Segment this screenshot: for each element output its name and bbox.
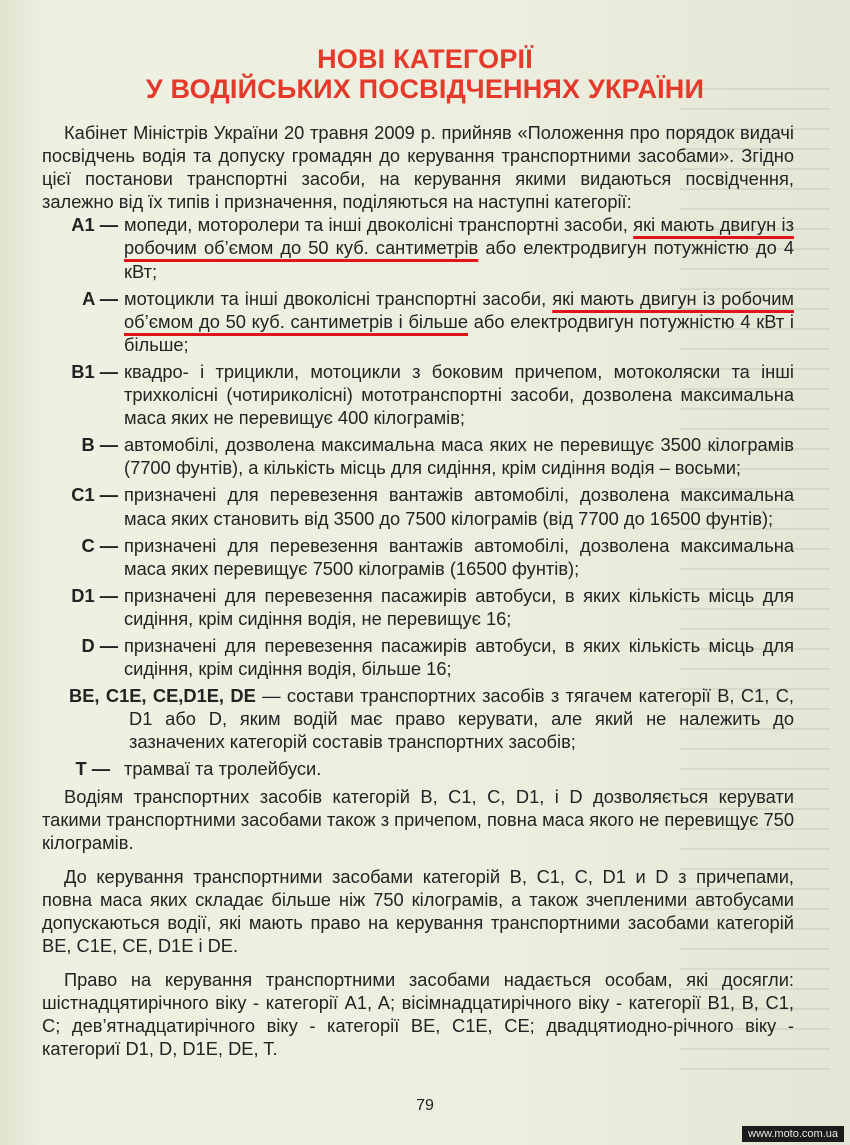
category-code: D1 —: [71, 584, 118, 606]
category-code: BE, C1E, CE,D1E, DE: [69, 685, 256, 707]
category-item: [42, 757, 794, 780]
category-description: [118, 213, 794, 282]
category-description: призначені для перевезення пасажирів автобуси, в яких кількість місць для сидіння, крім сидіння водія, більше 16;: [124, 634, 794, 680]
category-description: призначені для перевезення вантажів автомобілі, дозволена максимальна маса яких становить від 3500 до 7500 кілограмів (від 7700 до 16500 фунтів);: [124, 484, 794, 529]
category-code: D —: [81, 634, 118, 656]
category-item: [42, 287, 794, 356]
category-code: A —: [82, 287, 118, 309]
highlighted-text: які мають двигун із робочим об’ємом до 50 куб. сантиметрів і більше: [124, 287, 794, 332]
category-list: [42, 213, 794, 780]
title-line-2: У ВОДІЙСЬКИХ ПОСВІДЧЕННЯХ УКРАЇНИ: [145, 74, 705, 104]
heavy-trailer-paragraph: До керування транспортними засобами категорій B, C1, C, D1 и D з причепами, повна маса яких складає більше ніж 750 кілограмів, а також зчепленими автобусами допускаються водії, які мають право на керування транспортними засобами категорій BE, C1E, CE, D1E і DE.: [42, 865, 794, 957]
category-description: призначені для перевезення вантажів автомобілі, дозволена максимальна маса яких перевищує 7500 кілограмів (16500 фунтів);: [124, 534, 794, 579]
category-item: [42, 433, 794, 479]
combined-categories-text: [42, 684, 794, 753]
combined-categories-item: [42, 684, 794, 753]
category-item: [42, 584, 794, 630]
intro-paragraph: Кабінет Міністрів України 20 травня 2009 р. прийняв «Положення про порядок видачі посвідчень водія та допуску громадян до керування транспортними засобами». Згідно цієї постанови транспортні засоби, на керування якими видаються посвідчення, залежно від їх типів і призначення, поділяються на наступні категорії:: [42, 122, 794, 213]
category-item: [42, 360, 794, 429]
category-code: A1 —: [71, 214, 118, 236]
age-requirements-paragraph: Право на керування транспортними засобами надається особам, які досягли: шістнадцятирічного віку - категорії A1, A; вісімнадцатирічного віку - категорії B1, B, C1, C; дев’ятнадцатирічного віку - категорії BE, C1E, CE; двадцятиодно-річного віку - категориї D1, D, D1E, DE, T.: [42, 969, 794, 1060]
category-description: [118, 287, 794, 356]
title-line-1: НОВІ КАТЕГОРІЇ: [317, 44, 533, 74]
category-text: мопеди, моторолери та інші двоколісні транспортні засоби,: [124, 214, 634, 236]
category-description: квадро- і трицикли, мотоцикли з боковим причепом, мотоколяски та інші трихколісні (чотириколісні) мототранспортні засоби, дозволена максимальна маса яких не перевищує 400 кілограмів;: [124, 360, 794, 429]
category-item: [42, 634, 794, 680]
category-item: [42, 483, 794, 529]
category-text: або електродвигун потужністю до 4 кВт;: [124, 237, 794, 282]
page-title: [0, 44, 850, 104]
category-code: B —: [81, 434, 118, 456]
category-text: мотоцикли та інші двоколісні транспортні засоби,: [124, 287, 553, 309]
category-description: автомобілі, дозволена максимальна маса яких не перевищує 3500 кілограмів (7700 фунтів), а кількість місць для сидіння, крім сидіння водія – восьми;: [124, 434, 794, 479]
category-code: T —: [75, 758, 110, 780]
category-description: призначені для перевезення пасажирів автобуси, в яких кількість місць для сидіння, крім сидіння водія, не перевищує 16;: [124, 584, 794, 629]
category-text: або електродвигун потужністю 4 кВт і більше;: [124, 310, 794, 355]
category-code: C —: [81, 534, 118, 556]
category-description: трамваї та тролейбуси.: [124, 758, 322, 780]
category-description: — состави транспортних засобів з тягачем категорії B, C1, C, D1 або D, яким водій має право керувати, але який не належить до зазначених категорій составів транспортних засобів;: [129, 685, 795, 753]
category-code: B1 —: [71, 360, 118, 382]
category-code: C1 —: [71, 484, 118, 506]
trailer-paragraph: Водіям транспортних засобів категорій B, C1, C, D1, і D дозволяється керувати такими транспортними засобами також з причепом, повна маса якого не перевищує 750 кілограмів.: [42, 785, 794, 853]
page-number: 79: [416, 1097, 434, 1114]
article-body: [42, 121, 794, 1072]
site-watermark: www.moto.com.ua: [742, 1126, 844, 1142]
highlighted-text: які мають двигун із робочим об’ємом до 50 куб. сантиметрів: [124, 214, 794, 259]
category-item: [42, 213, 794, 282]
category-item: [42, 534, 794, 580]
